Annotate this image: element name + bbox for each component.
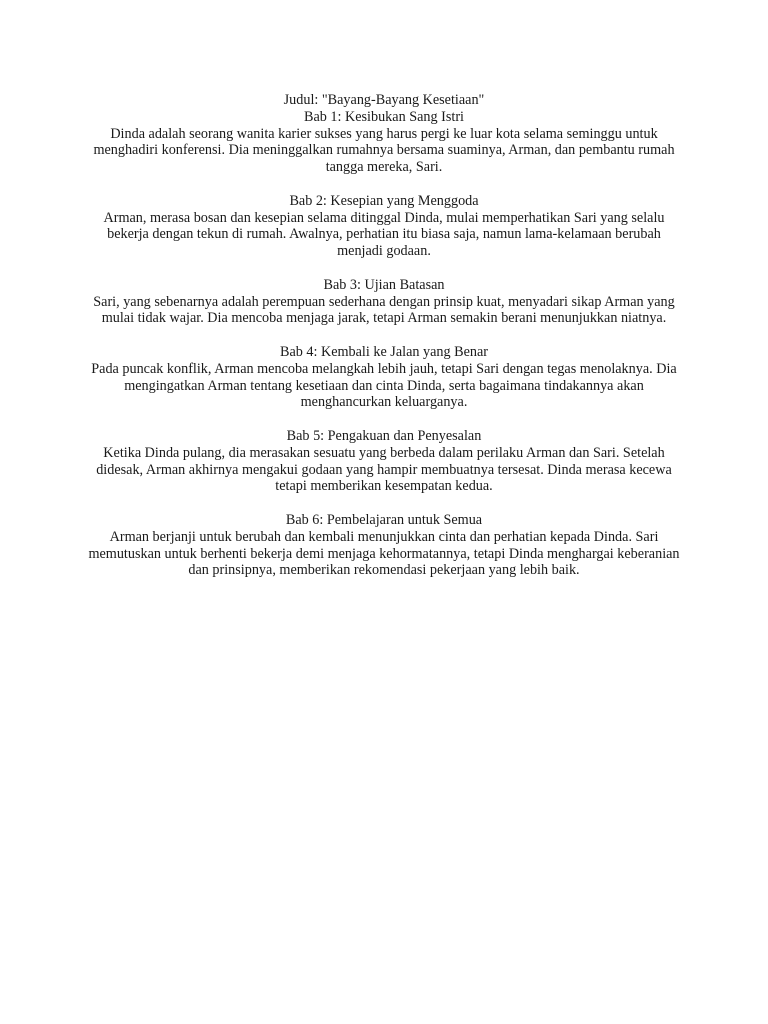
chapter-body: Ketika Dinda pulang, dia merasakan sesuatu yang berbeda dalam perilaku Arman dan Sari. Setelah didesak, Arman akhirnya mengakui godaan yang hampir membuatnya tersesat. Dinda merasa kecewa tetapi memberikan kesempatan kedua.	[96, 444, 672, 495]
chapter-body: Sari, yang sebenarnya adalah perempuan sederhana dengan prinsip kuat, menyadari sikap Arman yang mulai tidak wajar. Dia mencoba menjaga jarak, tetapi Arman semakin berani menunjukkan niatnya.	[93, 293, 675, 327]
chapter	[84, 512, 684, 579]
chapter-body: Arman, merasa bosan dan kesepian selama ditinggal Dinda, mulai memperhatikan Sari yang selalu bekerja dengan tekun di rumah. Awalnya, perhatian itu biasa saja, namun lama-kelamaan berubah menjadi godaan.	[103, 209, 665, 260]
chapter-heading: Bab 6: Pembelajaran untuk Semua	[285, 511, 483, 528]
chapter-heading: Bab 3: Ujian Batasan	[323, 276, 445, 293]
chapter-heading: Bab 1: Kesibukan Sang Istri	[304, 108, 464, 125]
document-content	[84, 92, 684, 596]
chapter	[84, 428, 684, 495]
chapter-heading: Bab 2: Kesepian yang Menggoda	[289, 192, 479, 209]
chapter-body: Dinda adalah seorang wanita karier sukses yang harus pergi ke luar kota selama seminggu untuk menghadiri konferensi. Dia meninggalkan rumahnya bersama suaminya, Arman, dan pembantu rumah tangga mereka, Sari.	[93, 125, 675, 176]
chapter-body: Pada puncak konflik, Arman mencoba melangkah lebih jauh, tetapi Sari dengan tegas menolaknya. Dia mengingatkan Arman tentang kesetiaan dan cinta Dinda, serta bagaimana tindakannya akan menghancurkan keluarganya.	[91, 360, 677, 411]
chapter-heading: Bab 5: Pengakuan dan Penyesalan	[286, 427, 482, 444]
chapter	[84, 277, 684, 327]
chapter	[84, 193, 684, 260]
chapter	[84, 109, 684, 176]
chapter-body: Arman berjanji untuk berubah dan kembali menunjukkan cinta dan perhatian kepada Dinda. Sari memutuskan untuk berhenti bekerja demi menjaga kehormatannya, tetapi Dinda menghargai keberanian dan prinsipnya, memberikan rekomendasi pekerjaan yang lebih baik.	[88, 528, 680, 579]
chapter-heading: Bab 4: Kembali ke Jalan yang Benar	[279, 343, 489, 360]
document-title: Judul: "Bayang-Bayang Kesetiaan"	[283, 92, 485, 108]
chapter	[84, 344, 684, 411]
